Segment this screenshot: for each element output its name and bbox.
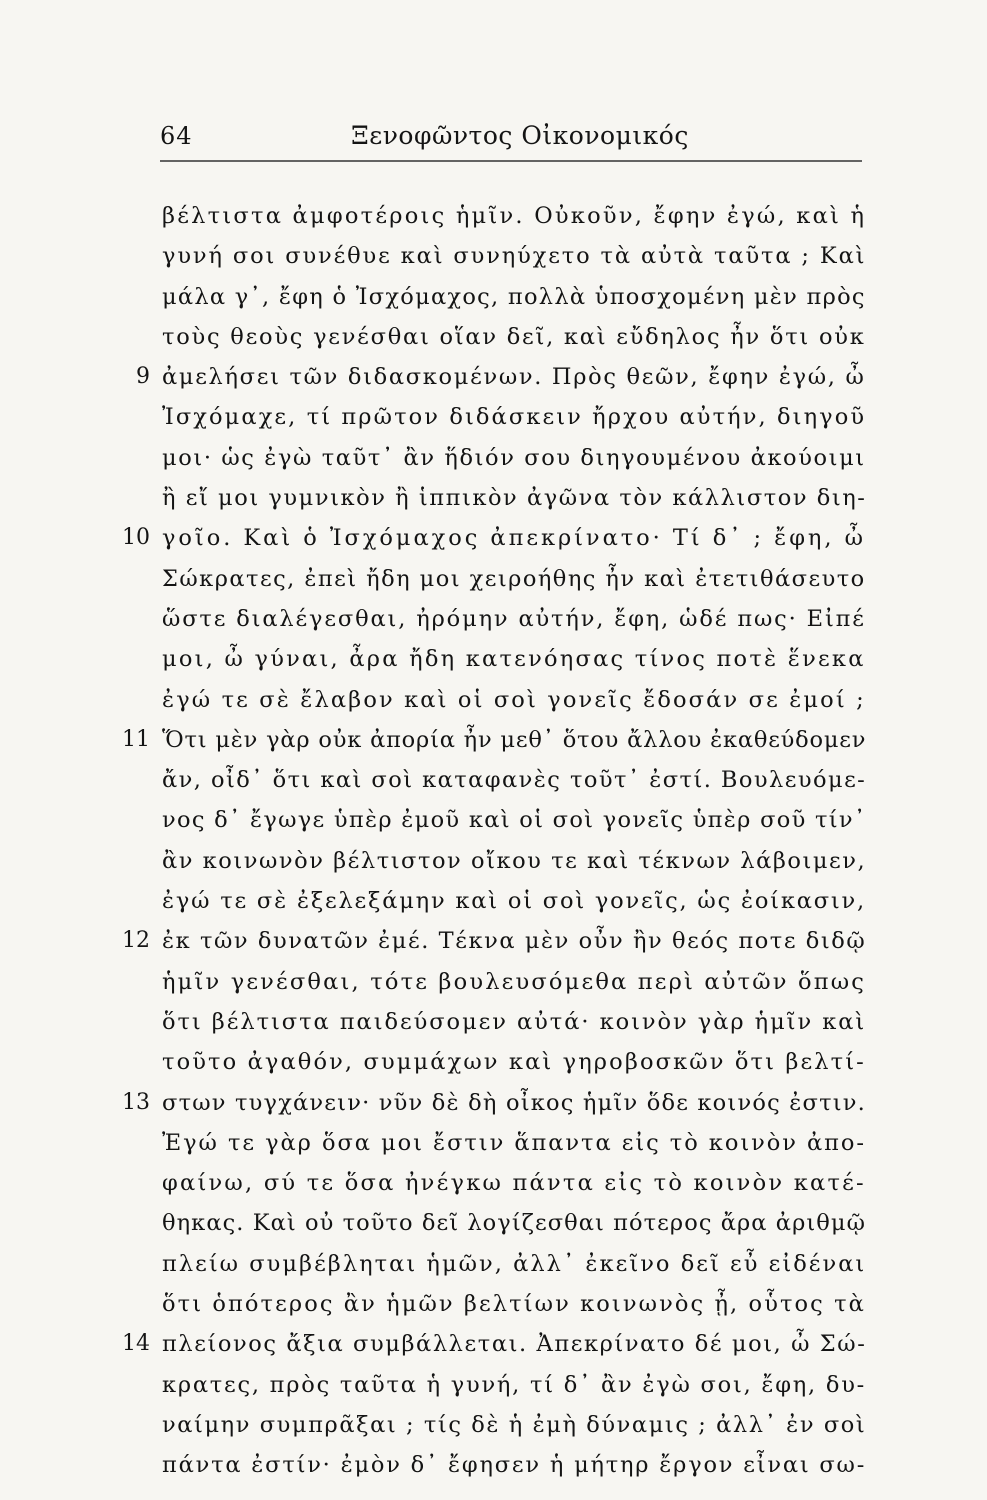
line-text: μοι· ὡς ἐγὼ ταῦτ᾽ ἂν ἥδιόν σου διηγουμένου ἀκούοιμι [162,444,866,471]
text-line [0,1002,987,1042]
line-text: μοι, ὦ γύναι, ἆρα ἤδη κατενόησας τίνος ποτὲ ἕνεκα [162,646,866,673]
text-line [0,1042,987,1082]
text-line [0,881,987,921]
text-line [0,1445,987,1485]
section-number: 9 [136,364,150,390]
line-text: γοῖο. Καὶ ὁ Ἰσχόμαχος ἀπεκρίνατο· Τί δ᾽ ; ἔφη, ὦ [162,525,866,552]
line-text: ἄν, οἶδ᾽ ὅτι καὶ σοὶ καταφανὲς τοῦτ᾽ ἐστί. Βουλευόμε- [162,767,867,794]
text-line [0,236,987,276]
text-line [0,800,987,840]
line-text: ἐκ τῶν δυνατῶν ἐμέ. Τέκνα μὲν οὖν ἢν θεός ποτε διδῷ [162,928,867,955]
line-text: ὅτι ὁπότερος ἂν ἡμῶν βελτίων κοινωνὸς ᾖ, οὗτος τὰ [162,1291,866,1318]
section-number: 13 [122,1089,150,1115]
text-line [0,357,987,397]
text-line [0,559,987,599]
line-text: βέλτιστα ἀμφοτέροις ἡμῖν. Οὐκοῦν, ἔφην ἐγώ, καὶ ἡ [162,203,867,229]
line-text: γυνή σοι συνέθυε καὶ συνηύχετο τὰ αὐτὰ ταῦτα ; Καὶ [162,243,867,270]
text-line [0,478,987,518]
text-line [0,438,987,478]
text-line [0,1123,987,1163]
text-line [0,1365,987,1405]
line-text: ἐγώ τε σὲ ἔλαβον καὶ οἱ σοὶ γονεῖς ἔδοσάν σε ἐμοί ; [162,686,866,713]
line-text: φαίνω, σύ τε ὅσα ἠνέγκω πάντα εἰς τὸ κοινὸν κατέ- [162,1170,866,1197]
text-line [0,841,987,881]
section-number: 12 [122,928,150,954]
text-line [0,1203,987,1243]
text-line [0,760,987,800]
section-number: 14 [122,1331,150,1357]
line-text: κρατες, πρὸς ταῦτα ἡ γυνή, τί δ᾽ ἂν ἐγὼ σοι, ἔφη, δυ- [162,1371,867,1398]
line-text: ὅτι βέλτιστα παιδεύσομεν αὐτά· κοινὸν γὰρ ἡμῖν καὶ [162,1008,867,1035]
text-line [0,1324,987,1364]
page-header [160,116,860,156]
text-line [0,518,987,558]
line-text: Ἰσχόμαχε, τί πρῶτον διδάσκειν ἤρχου αὐτήν, διηγοῦ [162,404,867,431]
text-line [0,962,987,1002]
line-text: πλείω συμβέβληται ἡμῶν, ἀλλ᾽ ἐκεῖνο δεῖ εὖ εἰδέναι [162,1250,867,1277]
line-text: πλείονος ἄξια συμβάλλεται. Ἀπεκρίνατο δέ μοι, ὦ Σώ- [162,1331,867,1358]
line-text: Ἐγώ τε γὰρ ὅσα μοι ἔστιν ἅπαντα εἰς τὸ κοινὸν ἀπο- [162,1129,866,1156]
line-text: ἀμελήσει τῶν διδασκομένων. Πρὸς θεῶν, ἔφην ἐγώ, ὦ [162,364,866,391]
running-title: Ξενοφῶντος Οἰκονομικός [351,121,689,150]
text-line [0,1405,987,1445]
line-text: μάλα γ᾽, ἔφη ὁ Ἰσχόμαχος, πολλὰ ὑποσχομένη μὲν πρὸς [162,283,866,310]
header-rule [160,160,862,162]
line-text: τοὺς θεοὺς γενέσθαι οἵαν δεῖ, καὶ εὔδηλος ἦν ὅτι οὐκ [162,323,866,350]
text-line [0,317,987,357]
page-number: 64 [160,122,193,150]
line-text: Ὅτι μὲν γὰρ οὐκ ἀπορία ἦν μεθ᾽ ὅτου ἄλλου ἐκαθεύδομεν [162,726,867,753]
text-line [0,599,987,639]
text-line [0,397,987,437]
line-text: ἂν κοινωνὸν βέλτιστον οἴκου τε καὶ τέκνων λάβοιμεν, [162,847,867,874]
line-text: ὥστε διαλέγεσθαι, ἠρόμην αὐτήν, ἔφη, ὡδέ πως· Εἰπέ [162,605,866,632]
line-text: Σώκρατες, ἐπεὶ ἤδη μοι χειροήθης ἦν καὶ ἐτετιθάσευτο [162,565,866,592]
text-line [0,1244,987,1284]
text-line [0,680,987,720]
section-number: 11 [122,726,150,752]
line-text: νος δ᾽ ἔγωγε ὑπὲρ ἐμοῦ καὶ οἱ σοὶ γονεῖς ὑπὲρ σοῦ τίν᾽ [162,807,867,834]
text-line [0,921,987,961]
text-line [0,196,987,236]
line-text: ἢ εἴ μοι γυμνικὸν ἢ ἱππικὸν ἀγῶνα τὸν κάλλιστον διη- [162,485,867,512]
line-text: ἐγώ τε σὲ ἐξελεξάμην καὶ οἱ σοὶ γονεῖς, ὡς ἐοίκασιν, [162,888,866,915]
line-text: θηκας. Καὶ οὐ τοῦτο δεῖ λογίζεσθαι πότερος ἄρα ἀριθμῷ [162,1210,867,1237]
section-number: 10 [122,525,150,551]
text-line [0,1083,987,1123]
line-text: στων τυγχάνειν· νῦν δὲ δὴ οἶκος ἡμῖν ὅδε κοινός ἐστιν. [162,1089,867,1116]
line-text: τοῦτο ἀγαθόν, συμμάχων καὶ γηροβοσκῶν ὅτι βελτί- [162,1049,866,1076]
text-line [0,639,987,679]
text-line [0,1163,987,1203]
line-text: ναίμην συμπρᾶξαι ; τίς δὲ ἡ ἐμὴ δύναμις ; ἀλλ᾽ ἐν σοὶ [162,1411,867,1438]
text-line [0,277,987,317]
line-text: ἡμῖν γενέσθαι, τότε βουλευσόμεθα περὶ αὐτῶν ὅπως [162,968,867,995]
text-line [0,1284,987,1324]
line-text: πάντα ἐστίν· ἐμὸν δ᾽ ἔφησεν ἡ μήτηρ ἔργον εἶναι σω- [162,1452,867,1479]
text-line [0,720,987,760]
body-text [0,196,987,1486]
